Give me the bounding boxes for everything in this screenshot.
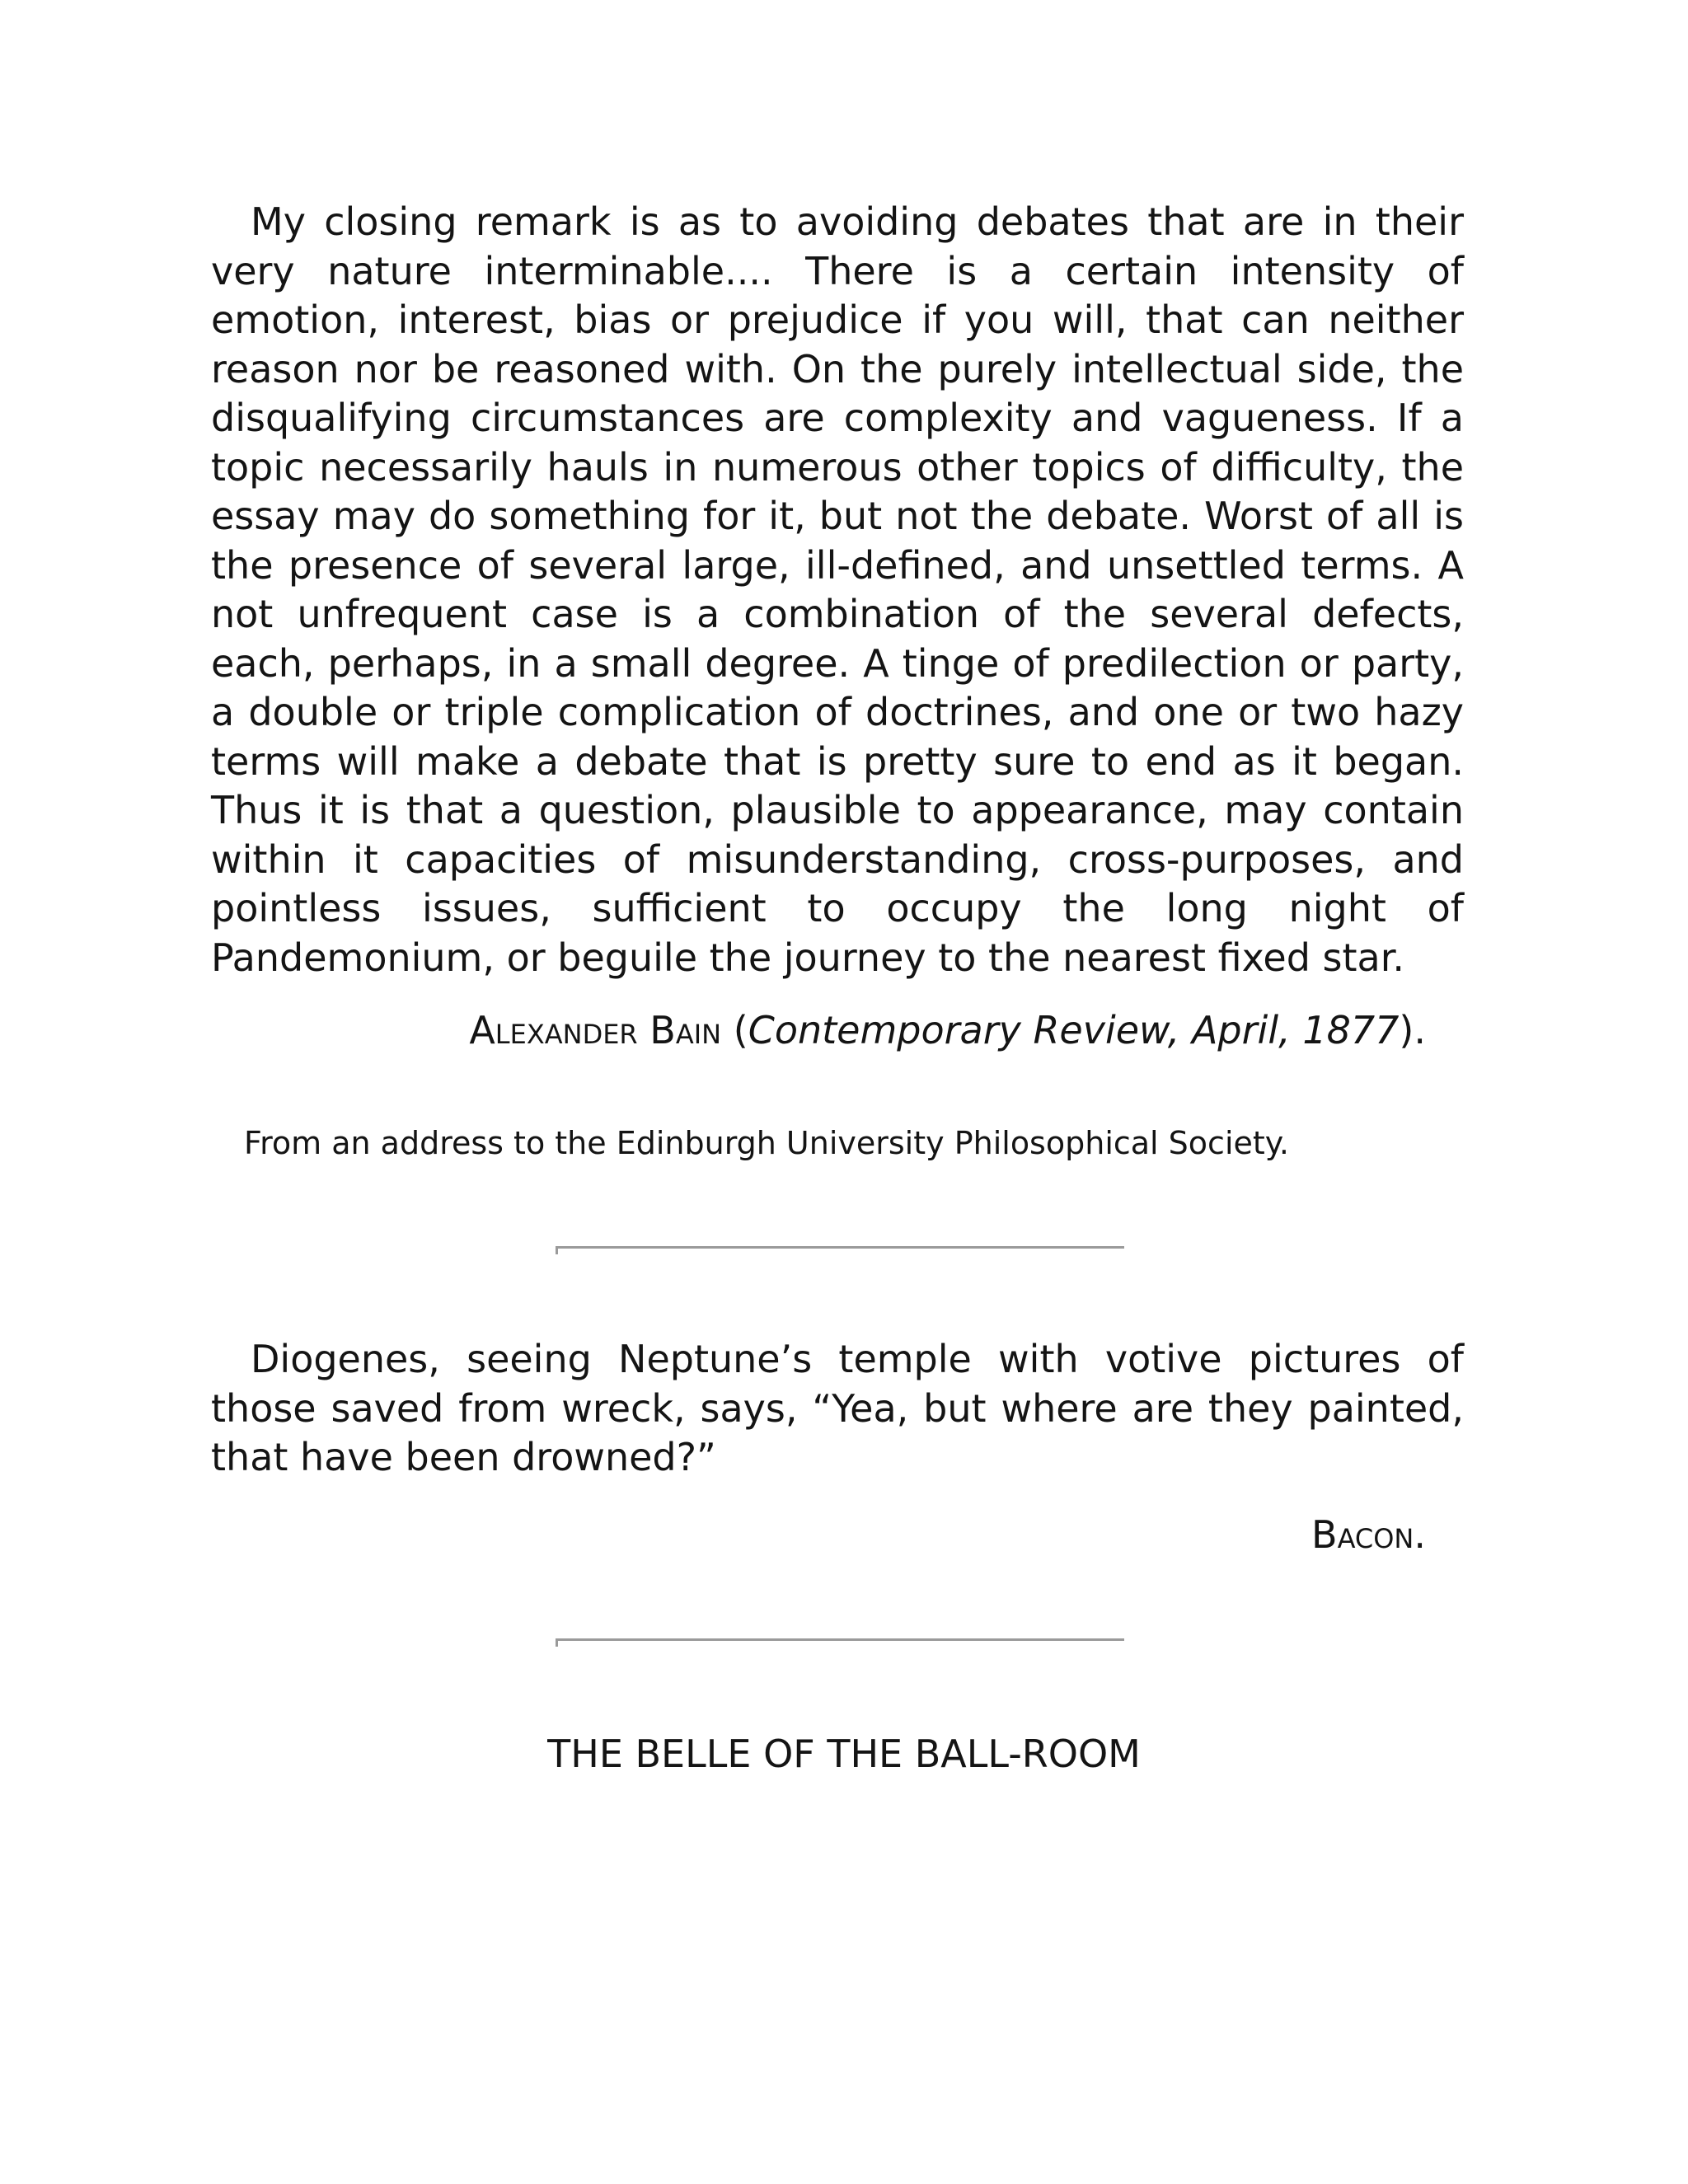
attribution-author: Alexander Bain — [469, 1008, 722, 1052]
section-divider — [556, 1638, 1124, 1641]
section-heading: THE BELLE OF THE BALL-ROOM — [547, 1732, 1141, 1776]
footnote: From an address to the Edinburgh University Philosophical Society. — [244, 1125, 1289, 1161]
section-divider — [556, 1246, 1124, 1249]
attribution-author: Bacon — [1311, 1512, 1414, 1557]
attribution-source: Contemporary Review, April, 1877 — [748, 1008, 1400, 1052]
quote-bain-paragraph: My closing remark is as to avoiding debates that are in their very nature interminable.... There is a certain intensity of emotion, interest, bias or prejudice if you will, that can neither reason nor be reasoned with. On the purely intellectual side, the disqualifying circumstances are complexity and vagueness. If a topic necessarily hauls in numerous other topics of difficulty, the essay may do something for it, but not the debate. Worst of all is the presence of several large, ill-defined, and unsettled terms. A not unfrequent case is a combination of the several defects, each, perhaps, in a small degree. A tinge of predilection or party, a double or triple complication of doctrines, and one or two hazy terms will make a debate that is pretty sure to end as it began. Thus it is that a question, plausible to appearance, may contain within it capacities of misunderstanding, cross-purposes, and pointless issues, sufficient to occupy the long night of Pandemonium, or beguile the journey to the nearest fixed star. — [211, 199, 1464, 980]
attribution-paren-close: ). — [1399, 1008, 1426, 1052]
quote-bacon-attribution — [1311, 1510, 1426, 1559]
attribution-paren-open: ( — [721, 1008, 748, 1052]
attribution-period: . — [1414, 1512, 1426, 1557]
quote-bacon-paragraph: Diogenes, seeing Neptune’s temple with votive pictures of those saved from wreck, says, “Yea, but where are they painted, that have been drowned?” — [211, 1337, 1464, 1479]
quote-bain-attribution — [469, 1005, 1426, 1055]
